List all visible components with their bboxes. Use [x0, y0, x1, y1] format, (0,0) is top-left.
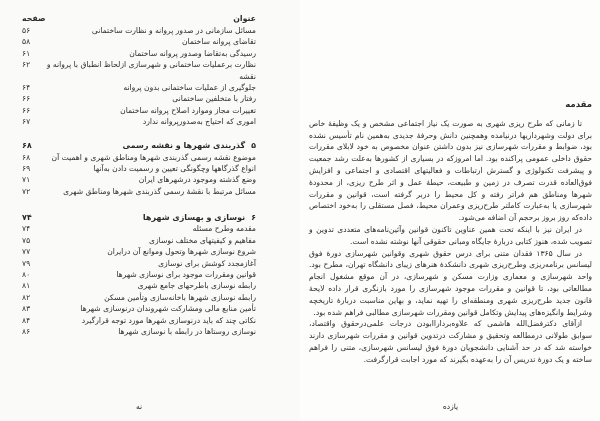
toc-entry — [22, 258, 256, 269]
toc-entry-title: رفتار با متخلفین ساختمانی — [172, 94, 256, 104]
toc-entry-title: مسائل مرتبط با نقشهٔ رسمی گذربندی شهرها ومناطق شهری — [63, 186, 256, 196]
toc-entry — [22, 36, 256, 47]
toc-entry-title: آغازمجدد کوشش برای نوسازی — [158, 258, 256, 268]
toc-entry-title: رابطه نوسازی شهرها باخانه‌سازی وتأمین مسکن — [104, 292, 256, 302]
toc-entry — [22, 292, 256, 303]
toc-entry-title: تقاضای پروانه ساختمان — [181, 37, 256, 47]
toc-entry — [22, 303, 256, 314]
toc-entry-title: نظارت برعملیات ساختمانی و شهرسازی ازلحاظ انطباق با پروانه و نقشه — [46, 60, 256, 81]
toc-entry — [22, 116, 256, 127]
toc-entry-title: تأمین منابع مالی ومشارکت شهروندان درنوسازی شهرها — [80, 304, 256, 314]
toc-entry-page: ۶۱ — [22, 48, 31, 58]
paragraph: تا زمانی که طرح ریزی شهری به صورت یک نیاز اجتماعی مشخص و یک وظیفهٔ خاص برای دولت وشهرداریها درنیامده وهمچنین دانش وحرفهٔ جدیدی به‌همین نام تأسیس نشده بود، ضوابط و مقررات شهرسازی نیز بدون داشتن عنوان مخصوص به خود لابلای مقررات حقوق داخلی عمومی پراکنده بود. اما امروزکه در بسیاری از کشورها به‌علت رشد جمعیت و پیشرفت تکنولوژی و گسترش ارتباطات و فعالیتهای اقتصادی و اجتماعی و افزایش فوق‌العاده قدرت تصرف در زمین و طبیعت، حیطهٔ عمل و اثر طرح ریزی، از محدودهٔ شهرها ومناطق هم فراتر رفته و کل محیط را دربر گرفته است، قوانین و مقررات شهرسازی یا به‌عبارت کاملتر طرح‌ریزی وعمران محیط، فصل مستقلی را به‌خود اختصاص داده‌که روز بروز برحجم آن اضافه می‌شود. — [309, 118, 592, 223]
toc-entry — [22, 25, 256, 36]
toc-entry — [22, 315, 256, 326]
toc-entry-page: ۸۴ — [22, 315, 31, 325]
toc-entry-title: نکاتی چند که باید درنوسازی شهرها مورد توجه قرارگیرد — [81, 315, 256, 325]
toc-section-6 — [22, 211, 256, 337]
toc-entry-title: موضوع نقشه رسمی گذربندی شهرها ومناطق شهری و اهمیت آن — [51, 152, 256, 162]
toc-entry — [22, 186, 256, 197]
toc-entry-page: ۵۶ — [22, 26, 31, 35]
toc-entry-title: وضع گذشته وموجود درشهرهای ایران — [138, 175, 256, 185]
toc-entry — [22, 59, 256, 82]
toc-entry-title: نوسازی روستاها در رابطه با نوسازی شهرها — [118, 326, 256, 336]
toc-entry-page: ۸۳ — [22, 304, 31, 314]
toc-entry-page: ۷۲ — [22, 186, 31, 196]
toc-entry — [22, 174, 256, 185]
toc-entry — [22, 48, 256, 59]
toc-entry-page: ۸۲ — [22, 292, 31, 302]
toc-entry-page: ۶۶ — [22, 94, 31, 104]
page-folio: یازده — [442, 402, 459, 411]
toc-top-block — [22, 12, 256, 128]
toc-section-5 — [22, 140, 256, 198]
toc-page-column-label: صفحه — [22, 14, 46, 23]
introduction-heading: مقدمه — [565, 100, 592, 110]
toc-entry-page: ۸۱ — [22, 281, 31, 291]
toc-entry-title: انواع گذرگاهها وچگونگی تعیین و رسمیت دادن به‌آنها — [93, 164, 256, 174]
paragraph: در ایران نیز با اینکه تحت همین عناوین تاکنون قوانین وآئین‌نامه‌های متعددی تدوین و تصویب شده، هنوز کتابی دربارهٔ جایگاه ومبانی حقوقی آنها نوشته نشده است. — [309, 224, 592, 246]
toc-entry-title: جلوگیری از عملیات ساختمانی بدون پروانه — [123, 83, 256, 93]
toc-entry-page: ۷۹ — [22, 258, 31, 268]
toc-entry-title: رسیدگی به‌تقاضا وصدور پروانه ساختمان — [129, 48, 256, 58]
page-folio: نه — [135, 402, 143, 411]
introduction-body — [309, 100, 592, 366]
toc-entry-title: مقدمه وطرح مسئله — [192, 224, 256, 234]
section-number: ۵ — [251, 141, 256, 151]
toc-entry — [22, 246, 256, 257]
toc-entry — [22, 152, 256, 163]
section-title: گذربندی شهرها و نقشه رسمی — [122, 141, 246, 151]
toc-entry — [22, 235, 256, 246]
toc-entry — [22, 105, 256, 116]
toc-entry-title: قوانین ومقررات موجود برای نوسازی شهرها — [116, 269, 256, 279]
toc-entry — [22, 326, 256, 337]
toc-entry-page: ۷۱ — [22, 175, 31, 185]
toc-header — [22, 12, 256, 25]
toc-entry-page: ۸۰ — [22, 269, 31, 279]
toc-title-column-label: عنوان — [233, 14, 256, 23]
toc-entry-page: ۷۴ — [22, 224, 31, 234]
toc-entry-page: ۶۴ — [22, 83, 31, 93]
paragraph: ازآقای دکترفضل‌الله هاشمی که علاوه‌برداراابودن درجات علمی‌درحقوق واقتصاد، سوابق طولانی درمطالعه وتحقیق و مشارکت درتدوین قوانین و مقررات شهرسازی دارند خواسته شد که در حد آشنایی دانشجویان دورهٔ فوق لیسانس شهرسازی، متنی را فراهم ساخته و یک دورهٔ تدریس آن را به‌عهده بگیرند که مورد اجابت قرارگرفت. — [309, 319, 592, 364]
toc-entry-title: مسائل سازمانی در صدور پروانه و نظارت ساختمانی — [91, 26, 256, 35]
toc-entry — [22, 269, 256, 280]
section-heading — [22, 211, 256, 223]
paragraph: در سال ۱۳۶۵ فقدان متنی برای درس حقوق شهری وقوانین شهرسازی دورهٔ فوق لیسانس برنامه‌ریزی وطرح‌ریزی شهری دانشکدهٔ هنرهای زیبای دانشگاه تهران، مطرح بود. واحد شهرسازی و معماری وزارت مسکن و شهرسازی، در آن موقع مشغول انجام مطالعاتی بود، تا قوانین و مقررات موجود شهرسازی را مورد بازنگری قرار داده لایحهٔ قانون جدید طرح‌ریزی شهری ومنطقه‌ای را تهیه نماید، و بهاین مناسبت دربارهٔ تاریخچه وشرایط وانگیزه‌های پیدایش وتکامل قوانین ومقررات شهرسازی مطالبی فراهم شده بود. — [309, 248, 592, 317]
toc-entry-title: اموری که احتیاج به‌صدورپروانه ندارد — [142, 117, 256, 127]
toc-entry — [22, 93, 256, 104]
section-number: ۶ — [251, 212, 256, 222]
toc-entry-page: ۷۷ — [22, 247, 31, 257]
section-page: ۷۴ — [22, 212, 32, 222]
section-title: نوسازی و بهسازی شهرها — [142, 212, 246, 222]
toc-entry-page: ۶۶ — [22, 105, 31, 115]
section-page: ۶۸ — [22, 141, 32, 151]
toc-entry — [22, 280, 256, 291]
toc-entry-page: ۸۶ — [22, 326, 31, 336]
toc-entry-page: ۶۸ — [22, 152, 31, 162]
toc-entry-page: ۶۹ — [22, 164, 31, 174]
toc-entry-title: تغییرات مجاز وموارد اصلاح پروانه ساختمان — [120, 105, 256, 115]
toc-entry-title: رابطه نوسازی باطرحهای جامع شهری — [137, 281, 256, 291]
section-heading — [22, 140, 256, 152]
toc-entry-page: ۷۵ — [22, 235, 31, 245]
toc-entry-title: مفاهیم و کیفیتهای مختلف نوسازی — [149, 235, 256, 245]
toc-entry — [22, 163, 256, 174]
toc-entry — [22, 82, 256, 93]
toc-entry-title: شروع نوسازی شهرها وتحول وموانع آن درایران — [107, 247, 256, 257]
toc-entry-page: ۶۷ — [22, 117, 31, 127]
toc-entry — [22, 223, 256, 234]
toc-entry-page: ۵۸ — [22, 37, 31, 47]
right-page-introduction — [300, 0, 600, 421]
toc-entry-page: ۶۲ — [22, 60, 31, 70]
